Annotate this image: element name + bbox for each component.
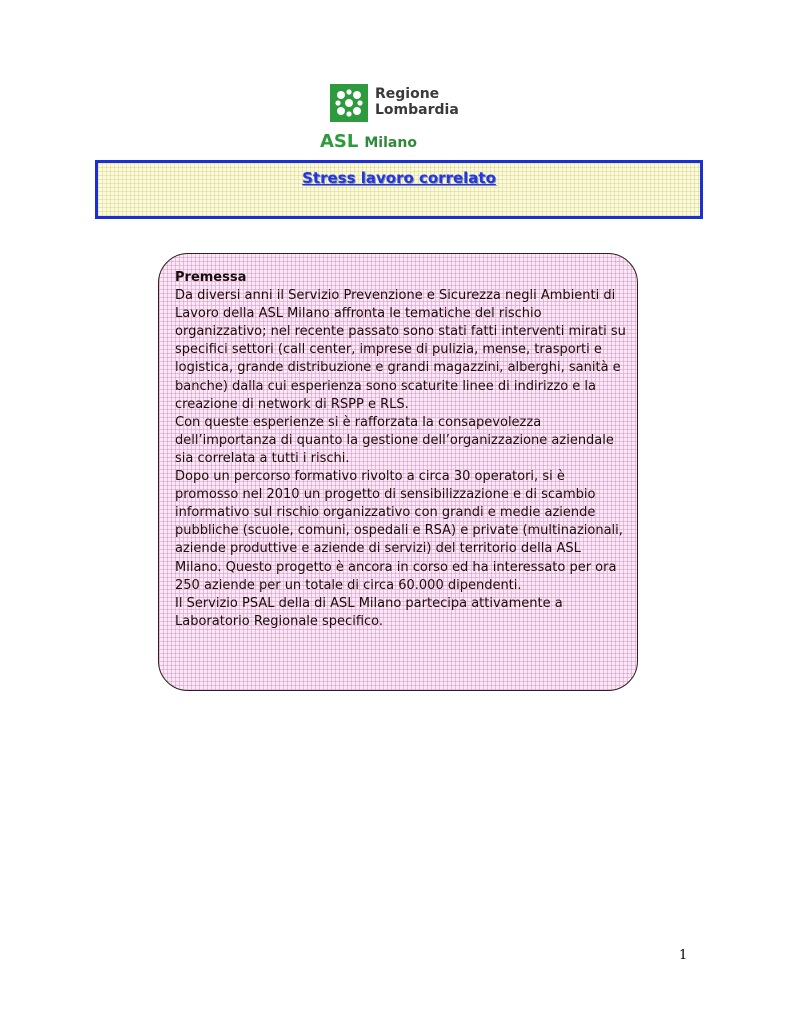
regione-lombardia-emblem-icon: [330, 84, 368, 122]
logo-asl-milano: [320, 131, 417, 152]
premessa-box: [158, 253, 638, 691]
logo-region-name: [375, 86, 459, 118]
title-box: [95, 160, 703, 219]
logo-region-line2: Lombardia: [375, 102, 459, 118]
premessa-paragraph: Con queste esperienze si è rafforzata la consapevolezza dell’importanza di quanto la gestione dell’organizzazione aziendale sia correlata a tutti i rischi.: [175, 414, 614, 466]
page-number: 1: [679, 948, 688, 963]
premessa-paragraph: Dopo un percorso formativo rivolto a circa 30 operatori, si è promosso nel 2010 un progetto di sensibilizzazione e di scambio informativo sul rischio organizzativo con grandi e medie aziende pubbliche (scuole, comuni, ospedali e RSA) e private (multinazionali, aziende produttive e aziende di servizi) del territorio della ASL Milano. Questo progetto è ancora in corso ed ha interessato per ora 250 aziende per un totale di circa 60.000 dipendenti.: [175, 469, 623, 593]
logo-asl-label: ASL: [320, 131, 359, 152]
premessa-paragraph: Il Servizio PSAL della di ASL Milano partecipa attivamente a Laboratorio Regionale specifico.: [175, 595, 563, 629]
logo-city-label: Milano: [364, 135, 417, 151]
regione-lombardia-logo: [320, 84, 470, 154]
page-title: Stress lavoro correlato: [302, 169, 496, 187]
premessa-content: [175, 269, 627, 631]
logo-region-line1: Regione: [375, 86, 440, 102]
premessa-heading: Premessa: [175, 270, 247, 285]
premessa-paragraph: Da diversi anni il Servizio Prevenzione e Sicurezza negli Ambienti di Lavoro della ASL Milano affronta le tematiche del rischio organizzativo; nel recente passato sono stati fatti interventi mirati su specifici settori (call center, imprese di pulizia, mense, trasporti e logistica, grande distribuzione e grandi magazzini, alberghi, sanità e banche) dalla cui esperienza sono scaturite linee di indirizzo e la creazione di network di RSPP e RLS.: [175, 288, 626, 412]
